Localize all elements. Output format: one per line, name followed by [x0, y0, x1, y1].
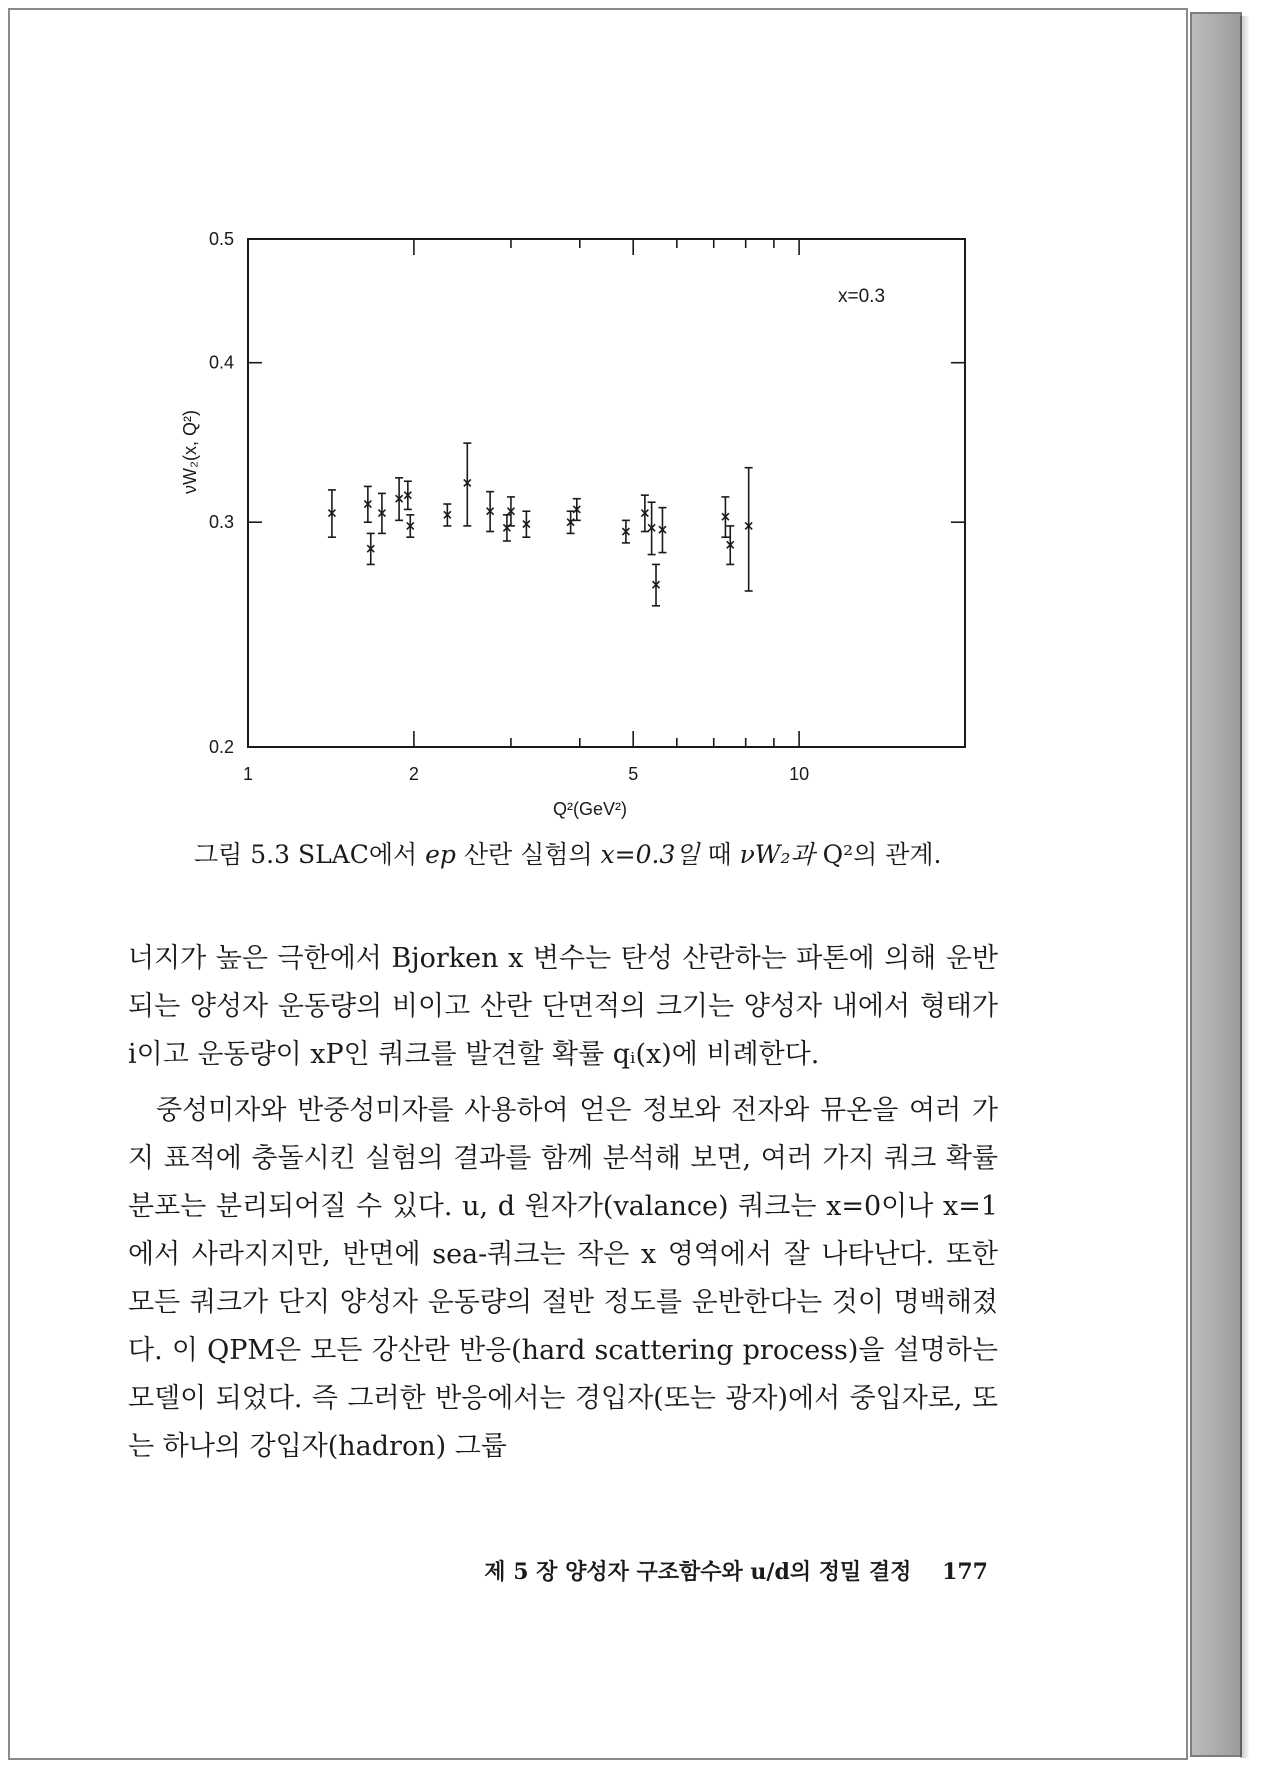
data-point	[395, 478, 403, 521]
data-point	[404, 481, 412, 509]
x-tick-label: 2	[408, 764, 419, 784]
plot-frame	[248, 239, 965, 747]
caption-mid2: 때	[707, 840, 732, 869]
caption-end: Q²의 관계.	[822, 840, 942, 869]
x-tick-label: 5	[628, 764, 639, 784]
data-point	[507, 497, 515, 526]
data-point	[364, 486, 372, 522]
data-point	[463, 443, 471, 526]
y-tick-label: 0.5	[208, 229, 234, 249]
y-tick-label: 0.4	[208, 352, 234, 373]
data-point	[641, 495, 649, 531]
data-point	[503, 515, 511, 541]
page-number: 177	[942, 1559, 988, 1585]
running-footer	[468, 1555, 988, 1586]
data-point	[328, 490, 336, 537]
data-point	[443, 504, 451, 526]
data-point	[567, 511, 575, 533]
chapter-title: 제 5 장 양성자 구조함수와 u/d의 정밀 결정	[484, 1559, 912, 1585]
data-point	[406, 515, 414, 537]
data-point	[745, 468, 753, 591]
y-tick-label: 0.3	[208, 512, 234, 533]
data-point	[658, 508, 666, 553]
data-point	[721, 497, 729, 537]
caption-prefix: 그림 5.3 SLAC에서	[194, 840, 418, 869]
data-point	[652, 564, 660, 605]
paragraph-1: 너지가 높은 극한에서 Bjorken x 변수는 탄성 산란하는 파톤에 의해 운반되는 양성자 운동량의 비이고 산란 단면적의 크기는 양성자 내에서 형태가 i이고 운동량이 xP인 쿼크를 발견할 확률 qᵢ(x)에 비례한다.	[128, 943, 998, 1070]
data-point	[522, 511, 530, 537]
caption-nuw2: νW₂과	[739, 840, 815, 869]
caption-ep: ep	[425, 840, 456, 869]
caption-mid1: 산란 실험의	[463, 840, 593, 869]
y-axis-label: νW₂(x, Q²)	[180, 410, 200, 494]
caption-xeq: x=0.3일	[600, 840, 700, 869]
x-tick-label: 1	[242, 764, 254, 784]
data-point	[367, 533, 375, 564]
data-point	[486, 492, 494, 532]
data-point	[726, 526, 734, 565]
chart-annotation: x=0.3	[838, 286, 886, 307]
paragraph-2: 중성미자와 반중성미자를 사용하여 얻은 정보와 전자와 뮤온을 여러 가지 표적에 충돌시킨 실험의 결과를 함께 분석해 보면, 여러 가지 쿼크 확률 분포는 분리되어질 수 있다. u, d 원자가(valance) 쿼크는 x=0이나 x=1에서 사라지지만, 반면에 sea-쿼크는 작은 x 영역에서 잘 나타난다. 또한 모든 쿼크가 단지 양성자 운동량의 절반 정도를 운반한다는 것이 명백해졌다. 이 QPM은 모든 강산란 반응(hard scattering process)을 설명하는 모델이 되었다. 즉 그러한 반응에서는 경입자(또는 광자)에서 중입자로, 또는 하나의 강입자(hadron) 그룹	[128, 1095, 998, 1462]
x-tick-label: 10	[789, 764, 810, 784]
figure-caption	[194, 838, 994, 872]
data-point	[573, 499, 581, 521]
data-point	[622, 520, 630, 543]
x-axis-label: Q²(GeV²)	[553, 799, 627, 819]
y-tick-label: 0.2	[208, 737, 234, 757]
data-point	[378, 493, 386, 533]
body-text	[128, 935, 998, 1479]
